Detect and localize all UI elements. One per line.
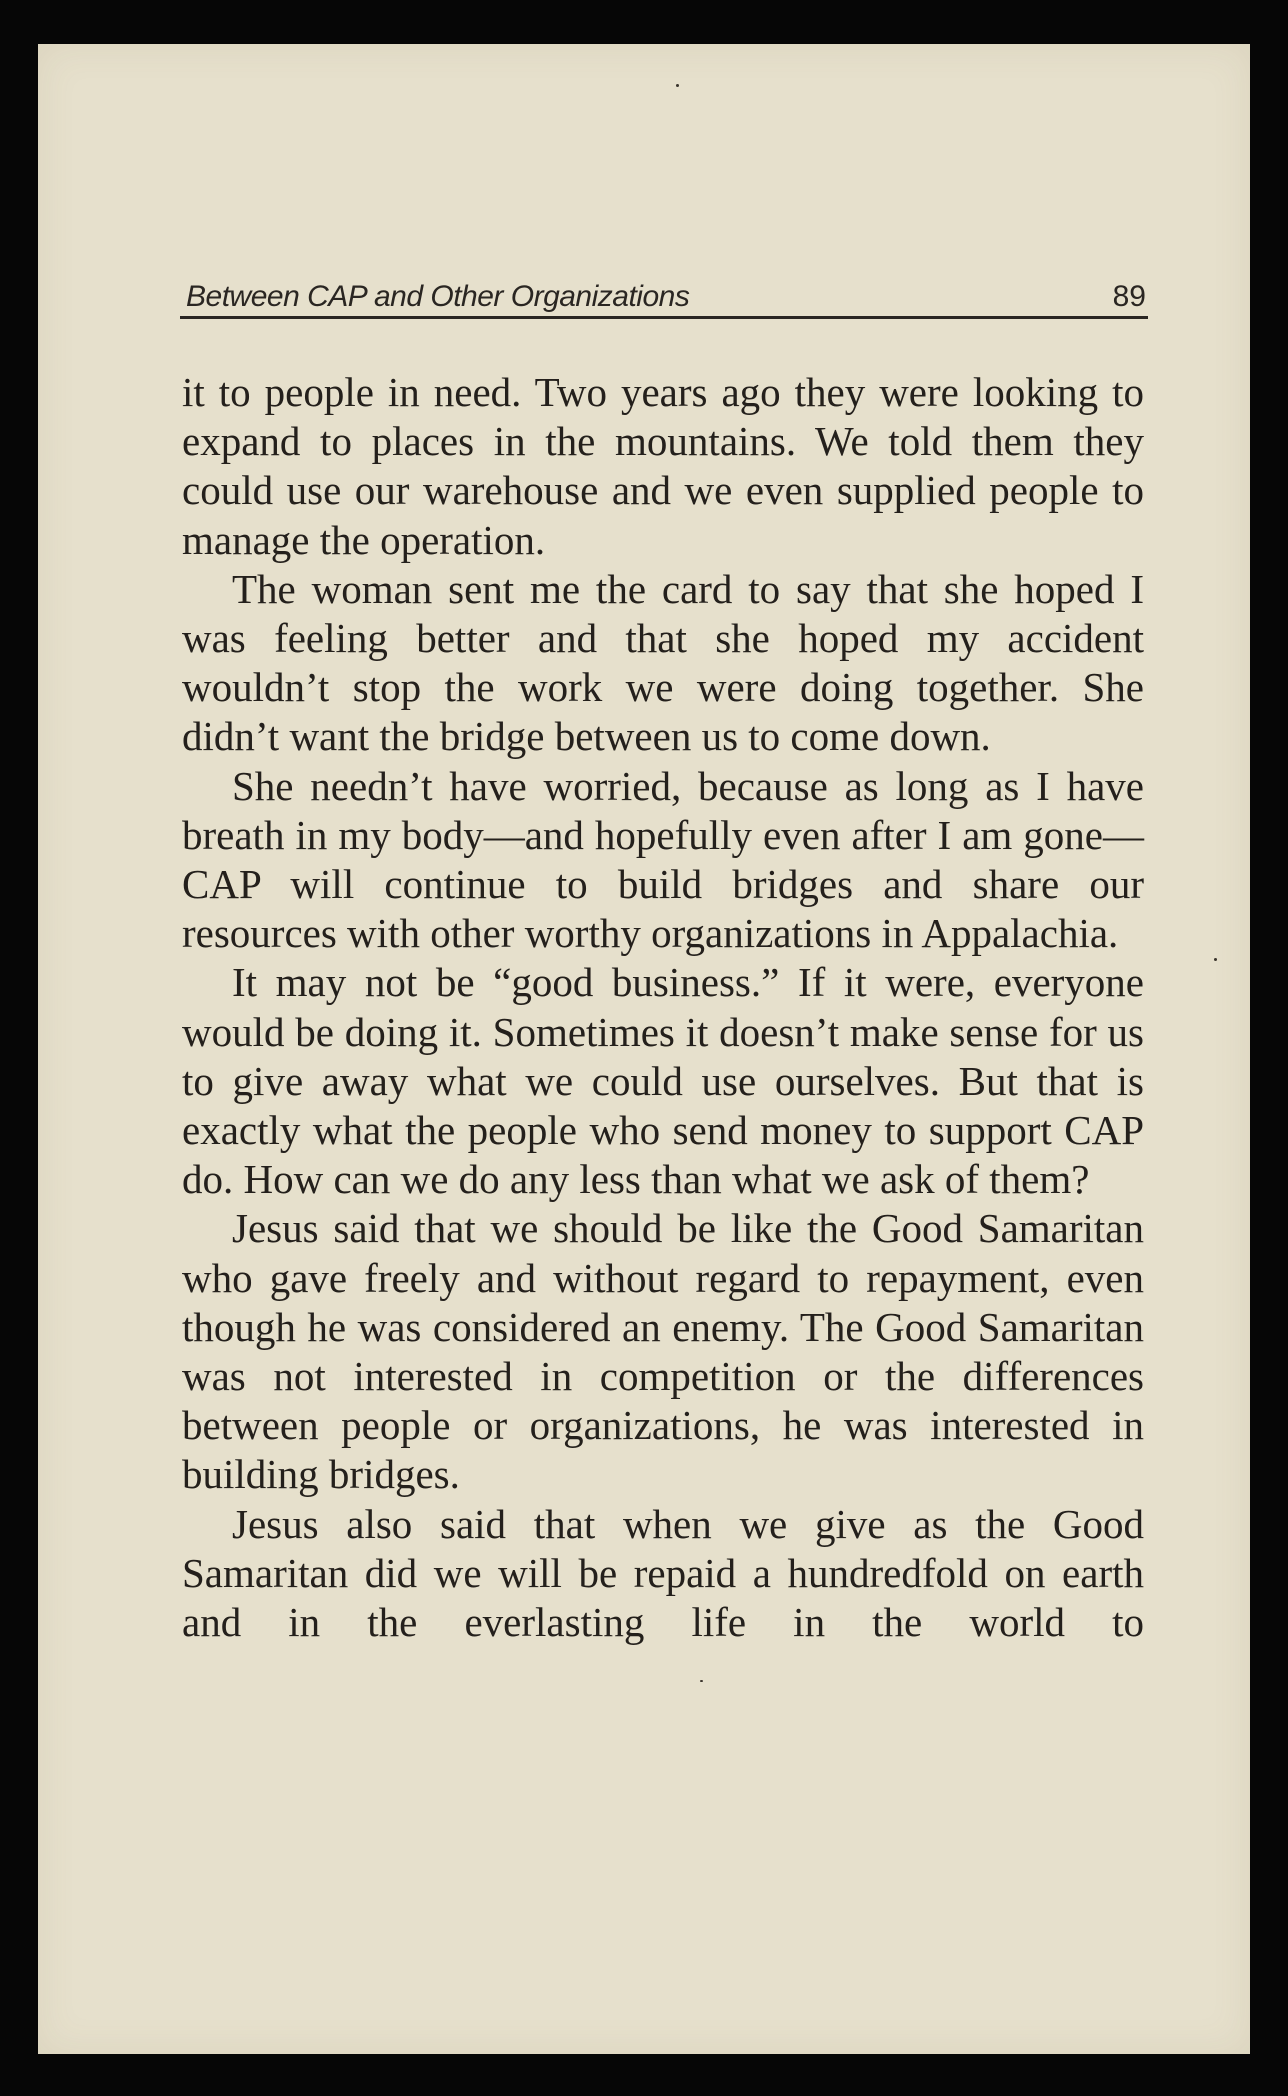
- paragraph-6: Jesus also said that when we give as the Good Samaritan did we will be repaid a hundredfold on earth and in the everlasting life in the world to: [182, 1500, 1144, 1646]
- paragraph-1: it to people in need. Two years ago they were looking to expand to places in the mountains. We told them they could use our warehouse and we even supplied people to manage the operation.: [182, 369, 1144, 563]
- running-head-title: Between CAP and Other Organizations: [186, 280, 690, 313]
- running-head: [180, 278, 1148, 319]
- paragraph-2: The woman sent me the card to say that she hoped I was feeling better and that she hoped my accident wouldn’t stop the work we were doing together. She didn’t want the bridge between us to come down.: [182, 565, 1144, 760]
- page-number: 89: [1112, 280, 1146, 313]
- paragraph-4: It may not be “good business.” If it were, everyone would be doing it. Sometimes it doesn’t make sense for us to give away what we could use ourselves. But that is exactly what the people who send money to support CAP do. How can we do any less than what we ask of them?: [182, 959, 1144, 1203]
- paper-speck: [1214, 958, 1217, 961]
- paper-speck: [700, 1680, 703, 1682]
- paragraph-5: Jesus said that we should be like the Good Samaritan who gave freely and without regard to repayment, even though he was considered an enemy. The Good Samaritan was not interested in competition or the differences between people or organizations, he was interested in building bridges.: [182, 1205, 1144, 1498]
- paper-speck: [676, 84, 679, 87]
- body-text: [182, 368, 1144, 1647]
- paragraph-3: She needn’t have worried, because as long as I have breath in my body—and hopefully even after I am gone—CAP will continue to build bridges and share our resources with other worthy organizations in Appalachia.: [182, 762, 1144, 957]
